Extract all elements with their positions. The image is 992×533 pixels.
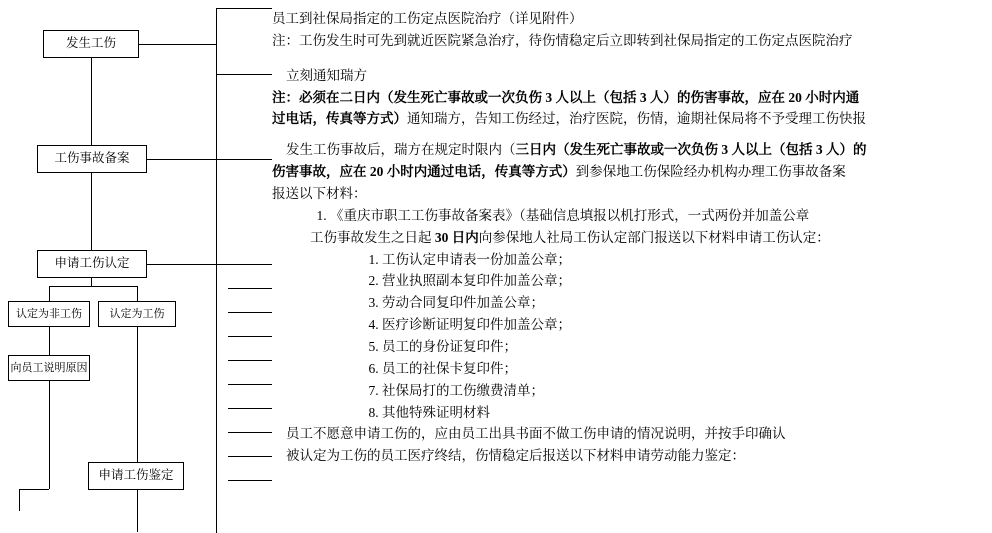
list-item: 7. 社保局打的工伤缴费清单； bbox=[382, 380, 986, 402]
text-fragment: 工伤事故发生之日起 bbox=[310, 229, 435, 245]
node-label: 发生工伤 bbox=[65, 36, 116, 51]
list-item: 3. 劳动合同复印件加盖公章； bbox=[382, 292, 986, 314]
text-line-filing bbox=[272, 139, 986, 161]
node-is-work-injury[interactable] bbox=[98, 301, 176, 327]
connector-line bbox=[49, 286, 50, 301]
bracket-tick bbox=[228, 288, 272, 289]
bracket-tick bbox=[228, 336, 272, 337]
text-fragment: 通知瑞方，告知工伤经过，治疗医院，伤情，逾期社保局将不予受理工伤快报 bbox=[407, 111, 866, 127]
bracket-tick bbox=[216, 264, 272, 265]
text-fragment: 三日内（发生死亡事故或一次负伤 3 人以上（包括 3 人）的 bbox=[515, 142, 867, 158]
text-line-unwilling: 员工不愿意申请工伤的，应由员工出具书面不做工伤申请的情况说明，并按手印确认 bbox=[286, 426, 786, 442]
list-item: 2. 营业执照副本复印件加盖公章； bbox=[382, 270, 986, 292]
text-fragment: 注：必须在二日内（ bbox=[272, 89, 394, 105]
node-label: 认定为非工伤 bbox=[16, 307, 82, 320]
bracket-tick bbox=[228, 312, 272, 313]
list-item: 1. 工伤认定申请表一份加盖公章； bbox=[382, 249, 986, 271]
bracket-tick bbox=[228, 432, 272, 433]
text-line-notify: 立刻通知瑞方 bbox=[286, 67, 367, 83]
node-label: 申请工伤认定 bbox=[54, 256, 130, 271]
text-line-30days bbox=[272, 227, 986, 249]
text-fragment: 到参保地工伤保险经办机构办理工伤事故备案 bbox=[575, 164, 846, 180]
text-fragment: 向参保地人社局工伤认定部门报送以下材料申请工伤认定： bbox=[478, 229, 830, 245]
text-line-note-emergency: 注：工伤发生时可先到就近医院紧急治疗，待伤情稳定后立即转到社保局指定的工伤定点医院治疗 bbox=[272, 32, 853, 48]
node-work-injury-occurs[interactable] bbox=[43, 30, 139, 58]
node-label: 工伤事故备案 bbox=[54, 151, 130, 166]
text-line-note-2days-cont bbox=[272, 108, 986, 130]
text-fragment: 发生死亡事故或一次负伤 3 人以上（包括 3 人）的伤害事故，应在 20 小时内通 bbox=[393, 89, 860, 105]
bracket-tick bbox=[228, 456, 272, 457]
connector-line bbox=[19, 489, 20, 511]
procedure-text-block bbox=[272, 8, 986, 467]
connector-line bbox=[91, 278, 92, 286]
list-item: 5. 员工的身份证复印件； bbox=[382, 336, 986, 358]
list-item: 4. 医疗诊断证明复印件加盖公章； bbox=[382, 314, 986, 336]
bracket-tick bbox=[216, 159, 272, 160]
leader-line bbox=[147, 159, 217, 160]
connector-line bbox=[49, 381, 50, 489]
connector-line bbox=[91, 173, 92, 250]
node-label: 认定为工伤 bbox=[109, 307, 165, 320]
connector-line bbox=[137, 327, 138, 462]
materials-list bbox=[272, 205, 986, 227]
connector-line bbox=[49, 327, 50, 355]
text-fragment: 发生工伤事故后，瑞方在规定时限内（ bbox=[286, 142, 516, 158]
leader-line bbox=[139, 44, 217, 45]
connector-line bbox=[137, 490, 138, 532]
connector-line bbox=[49, 286, 137, 287]
text-fragment: 伤害事故，应在 20 小时内通过电话，传真等方式） bbox=[272, 164, 576, 180]
connector-line bbox=[91, 58, 92, 145]
bracket-tick bbox=[228, 408, 272, 409]
recognition-materials-list bbox=[272, 249, 986, 424]
node-not-work-injury[interactable] bbox=[8, 301, 90, 327]
list-item: 6. 员工的社保卡复印件； bbox=[382, 358, 986, 380]
text-line-hospital: 员工到社保局指定的工伤定点医院治疗（详见附件） bbox=[272, 11, 583, 26]
bracket-tick bbox=[228, 384, 272, 385]
node-label: 向员工说明原因 bbox=[10, 361, 88, 374]
bracket-tick bbox=[228, 360, 272, 361]
text-line-note-2days bbox=[272, 87, 986, 109]
node-explain-to-employee[interactable] bbox=[8, 355, 90, 381]
bracket-tick bbox=[216, 8, 272, 9]
leader-line bbox=[147, 264, 217, 265]
node-apply-appraisal[interactable] bbox=[88, 462, 184, 490]
list-item: 1. 《重庆市职工工伤事故备案表》（基础信息填报以机打形式，一式两份并加盖公章 bbox=[330, 205, 986, 227]
text-line-appraisal: 被认定为工伤的员工医疗终结，伤情稳定后报送以下材料申请劳动能力鉴定： bbox=[286, 448, 745, 464]
bracket-spine bbox=[216, 8, 217, 533]
text-line-materials: 报送以下材料： bbox=[272, 186, 367, 202]
bracket-tick bbox=[228, 480, 272, 481]
text-fragment: 30 日内 bbox=[434, 229, 479, 245]
text-fragment: 过电话，传真等方式） bbox=[272, 111, 407, 127]
text-line-filing-cont bbox=[272, 161, 986, 183]
node-accident-filing[interactable] bbox=[37, 145, 147, 173]
connector-line bbox=[19, 489, 49, 490]
node-label: 申请工伤鉴定 bbox=[98, 468, 174, 483]
node-apply-recognition[interactable] bbox=[37, 250, 147, 278]
bracket-tick bbox=[216, 74, 272, 75]
connector-line bbox=[137, 286, 138, 301]
list-item: 8. 其他特殊证明材料 bbox=[382, 402, 986, 424]
